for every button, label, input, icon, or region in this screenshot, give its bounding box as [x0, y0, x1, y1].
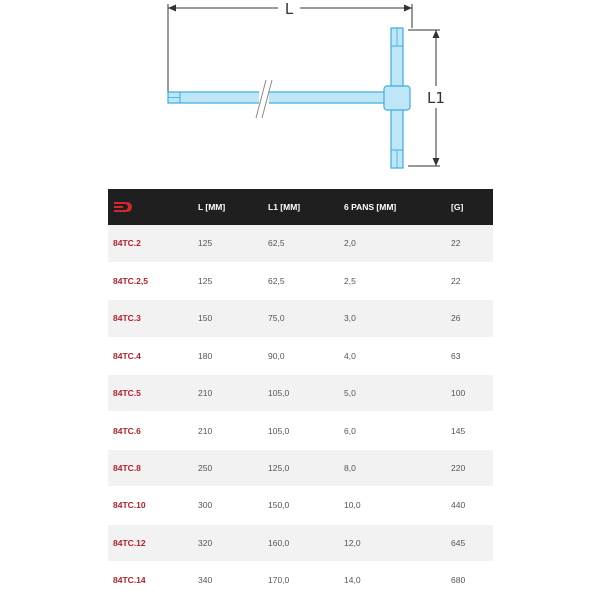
row-l: 125 — [190, 262, 260, 299]
spec-table — [108, 189, 493, 599]
table-row — [108, 562, 493, 599]
table-row — [108, 225, 493, 262]
row-ref: 84TC.12 — [108, 524, 190, 561]
row-ref: 84TC.2,5 — [108, 262, 190, 299]
table-row — [108, 300, 493, 337]
t-wrench-diagram — [0, 0, 600, 180]
row-weight: 440 — [443, 487, 493, 524]
row-hex: 5,0 — [336, 375, 443, 412]
row-ref: 84TC.5 — [108, 375, 190, 412]
row-l1: 160,0 — [260, 524, 336, 561]
row-hex: 4,0 — [336, 337, 443, 374]
row-weight: 145 — [443, 412, 493, 449]
row-weight: 100 — [443, 375, 493, 412]
row-l: 300 — [190, 487, 260, 524]
row-weight: 26 — [443, 300, 493, 337]
height-dimension — [408, 30, 448, 166]
row-l1: 62,5 — [260, 262, 336, 299]
table-header — [108, 189, 493, 225]
header-hex: 6 PANS [MM] — [344, 202, 397, 212]
row-ref: 84TC.10 — [108, 487, 190, 524]
row-ref: 84TC.14 — [108, 562, 190, 599]
row-l: 340 — [190, 562, 260, 599]
table-row — [108, 524, 493, 561]
table-row — [108, 449, 493, 486]
row-hex: 2,0 — [336, 225, 443, 262]
row-l: 180 — [190, 337, 260, 374]
row-ref: 84TC.8 — [108, 449, 190, 486]
header-brand — [108, 189, 190, 225]
row-weight: 680 — [443, 562, 493, 599]
row-l: 150 — [190, 300, 260, 337]
row-l1: 105,0 — [260, 375, 336, 412]
row-weight: 220 — [443, 449, 493, 486]
length-label: L — [284, 0, 294, 18]
brand-logo-icon — [113, 201, 135, 213]
header-weight: [G] — [451, 202, 464, 212]
row-weight: 22 — [443, 225, 493, 262]
row-hex: 6,0 — [336, 412, 443, 449]
row-hex: 10,0 — [336, 487, 443, 524]
row-l: 250 — [190, 449, 260, 486]
table-row — [108, 487, 493, 524]
table-row — [108, 375, 493, 412]
row-l: 210 — [190, 375, 260, 412]
row-hex: 2,5 — [336, 262, 443, 299]
t-wrench-icon — [168, 28, 410, 168]
row-ref: 84TC.3 — [108, 300, 190, 337]
row-weight: 63 — [443, 337, 493, 374]
row-l1: 62,5 — [260, 225, 336, 262]
row-ref: 84TC.2 — [108, 225, 190, 262]
row-l1: 170,0 — [260, 562, 336, 599]
header-l: L [MM] — [198, 202, 226, 212]
row-weight: 22 — [443, 262, 493, 299]
header-l1: L1 [MM] — [268, 202, 301, 212]
row-hex: 8,0 — [336, 449, 443, 486]
row-hex: 14,0 — [336, 562, 443, 599]
table-row — [108, 412, 493, 449]
row-l1: 125,0 — [260, 449, 336, 486]
height-label: L1 — [427, 89, 445, 107]
row-l: 210 — [190, 412, 260, 449]
row-l1: 105,0 — [260, 412, 336, 449]
row-l: 320 — [190, 524, 260, 561]
row-ref: 84TC.4 — [108, 337, 190, 374]
row-l1: 90,0 — [260, 337, 336, 374]
table-row — [108, 337, 493, 374]
row-hex: 12,0 — [336, 524, 443, 561]
row-l1: 150,0 — [260, 487, 336, 524]
row-l: 125 — [190, 225, 260, 262]
row-hex: 3,0 — [336, 300, 443, 337]
row-weight: 645 — [443, 524, 493, 561]
table-row — [108, 262, 493, 299]
row-l1: 75,0 — [260, 300, 336, 337]
row-ref: 84TC.6 — [108, 412, 190, 449]
length-dimension — [168, 0, 412, 92]
